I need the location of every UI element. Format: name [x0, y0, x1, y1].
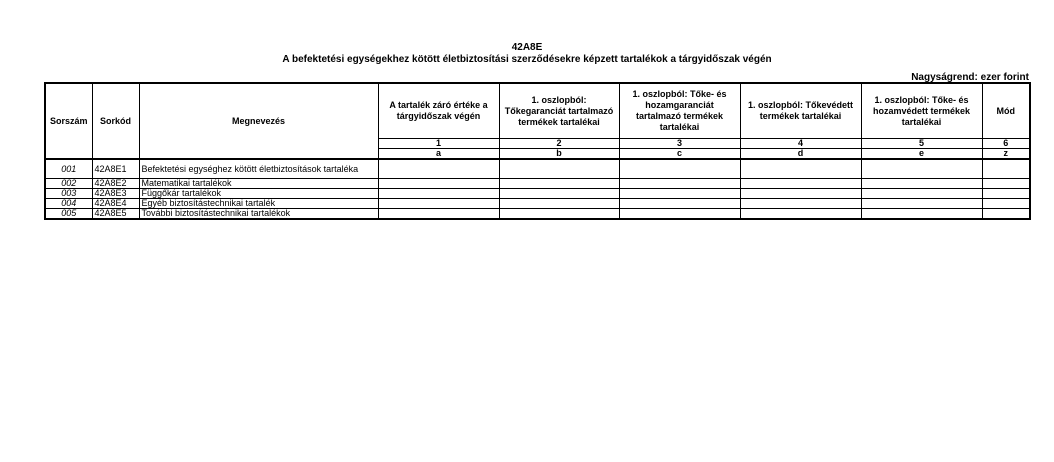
row-sorszam: 003 — [45, 189, 92, 199]
unit-label: Nagyságrend: ezer forint — [911, 72, 1029, 83]
cell-input[interactable] — [982, 199, 1030, 209]
row-sorkod: 42A8E3 — [92, 189, 139, 199]
row-sorszam: 005 — [45, 209, 92, 220]
cell-input[interactable] — [740, 179, 861, 189]
row-name: Függőkár tartalékok — [139, 189, 378, 199]
col-number-5: 5 — [861, 139, 982, 149]
cell-input[interactable] — [378, 179, 499, 189]
row-sorkod: 42A8E1 — [92, 159, 139, 179]
header-col-mod: Mód — [982, 83, 1030, 139]
table-row — [45, 199, 1030, 209]
col-number-6: 6 — [982, 139, 1030, 149]
cell-input[interactable] — [740, 209, 861, 220]
header-col-2: 1. oszlopból: Tőkegaranciát tartalmazó termékek tartalékai — [499, 83, 619, 139]
cell-input[interactable] — [982, 159, 1030, 179]
col-number-4: 4 — [740, 139, 861, 149]
header-col-4: 1. oszlopból: Tőkevédett termékek tartalékai — [740, 83, 861, 139]
cell-input[interactable] — [378, 159, 499, 179]
cell-input[interactable] — [499, 209, 619, 220]
cell-input[interactable] — [619, 179, 740, 189]
cell-input[interactable] — [378, 209, 499, 220]
cell-input[interactable] — [740, 189, 861, 199]
cell-input[interactable] — [499, 159, 619, 179]
form-code: 42A8E — [511, 42, 543, 53]
cell-input[interactable] — [740, 159, 861, 179]
col-letter-a: a — [378, 149, 499, 160]
table-row — [45, 159, 1030, 179]
header-sorkod: Sorkód — [92, 83, 139, 159]
table-row — [45, 179, 1030, 189]
col-number-2: 2 — [499, 139, 619, 149]
form-title: A befektetési egységekhez kötött életbiztosítási szerződésekre képzett tartalékok a tárgyidőszak végén — [282, 54, 772, 65]
col-letter-b: b — [499, 149, 619, 160]
row-sorkod: 42A8E5 — [92, 209, 139, 220]
header-megnevezes: Megnevezés — [139, 83, 378, 159]
cell-input[interactable] — [619, 189, 740, 199]
cell-input[interactable] — [861, 179, 982, 189]
row-name: Egyéb biztosítástechnikai tartalék — [139, 199, 378, 209]
cell-input[interactable] — [499, 179, 619, 189]
cell-input[interactable] — [861, 209, 982, 220]
row-name: További biztosítástechnikai tartalékok — [139, 209, 378, 220]
col-number-1: 1 — [378, 139, 499, 149]
cell-input[interactable] — [861, 159, 982, 179]
row-sorszam: 001 — [45, 159, 92, 179]
table-row — [45, 189, 1030, 199]
row-name: Befektetési egységhez kötött életbiztosítások tartaléka — [139, 159, 378, 179]
cell-input[interactable] — [861, 199, 982, 209]
cell-input[interactable] — [619, 199, 740, 209]
cell-input[interactable] — [619, 209, 740, 220]
col-letter-c: c — [619, 149, 740, 160]
cell-input[interactable] — [740, 199, 861, 209]
header-sorszam: Sorszám — [45, 83, 92, 159]
cell-input[interactable] — [861, 189, 982, 199]
header-col-3: 1. oszlopból: Tőke- és hozamgaranciát tartalmazó termékek tartalékai — [619, 83, 740, 139]
col-letter-e: e — [861, 149, 982, 160]
cell-input[interactable] — [378, 199, 499, 209]
cell-input[interactable] — [499, 189, 619, 199]
cell-input[interactable] — [982, 189, 1030, 199]
table-row — [45, 209, 1030, 220]
col-number-3: 3 — [619, 139, 740, 149]
data-table — [44, 82, 1031, 220]
cell-input[interactable] — [619, 159, 740, 179]
row-sorszam: 004 — [45, 199, 92, 209]
header-col-5: 1. oszlopból: Tőke- és hozamvédett termékek tartalékai — [861, 83, 982, 139]
col-letter-z: z — [982, 149, 1030, 160]
col-letter-d: d — [740, 149, 861, 160]
cell-input[interactable] — [378, 189, 499, 199]
cell-input[interactable] — [499, 199, 619, 209]
row-sorkod: 42A8E4 — [92, 199, 139, 209]
row-name: Matematikai tartalékok — [139, 179, 378, 189]
cell-input[interactable] — [982, 209, 1030, 220]
header-col-1: A tartalék záró értéke a tárgyidőszak végén — [378, 83, 499, 139]
row-sorkod: 42A8E2 — [92, 179, 139, 189]
row-sorszam: 002 — [45, 179, 92, 189]
cell-input[interactable] — [982, 179, 1030, 189]
